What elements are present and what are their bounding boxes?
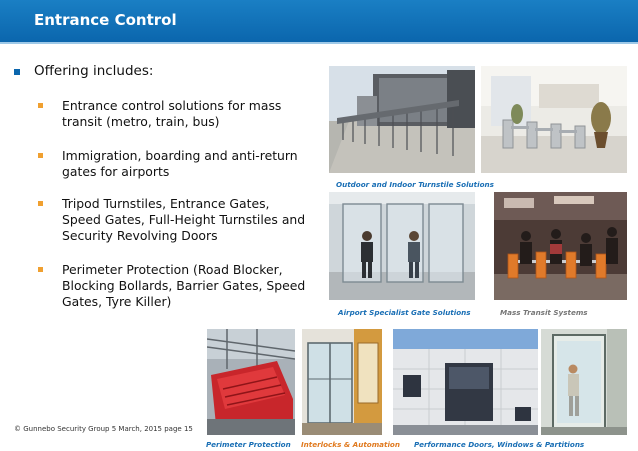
security-door-photo bbox=[541, 329, 627, 435]
caption-outdoor-indoor: Outdoor and Indoor Turnstile Solutions bbox=[336, 180, 494, 189]
caption-performance: Performance Doors, Windows & Partitions bbox=[414, 440, 585, 449]
title-divider bbox=[0, 42, 638, 44]
indoor-turnstile-photo bbox=[481, 66, 627, 173]
mass-transit-photo bbox=[494, 192, 627, 300]
outdoor-turnstile-photo bbox=[329, 66, 475, 173]
caption-mass-transit: Mass Transit Systems bbox=[500, 308, 588, 317]
list-item-text: Tripod Turnstiles, Entrance Gates, Speed Gates, Full-Height Turnstiles and Security Revolving Doors bbox=[62, 196, 306, 243]
square-bullet-icon bbox=[38, 267, 43, 272]
perimeter-protection-photo bbox=[207, 329, 295, 435]
interlocks-photo bbox=[302, 329, 382, 435]
caption-airport: Airport Specialist Gate Solutions bbox=[338, 308, 471, 317]
slide-title: Entrance Control bbox=[34, 11, 177, 29]
square-bullet-icon bbox=[38, 201, 43, 206]
title-bar bbox=[0, 0, 638, 42]
caption-perimeter: Perimeter Protection bbox=[206, 440, 291, 449]
footer-copyright: © Gunnebo Security Group 5 March, 2015 page 15 bbox=[14, 425, 193, 433]
square-bullet-icon bbox=[14, 69, 20, 75]
square-bullet-icon bbox=[38, 153, 43, 158]
performance-doors-photo bbox=[393, 329, 538, 435]
list-item-text: Perimeter Protection (Road Blocker, Blocking Bollards, Barrier Gates, Speed Gates, Tyre Killer) bbox=[62, 262, 306, 309]
airport-gate-photo bbox=[329, 192, 475, 300]
list-item-text: Entrance control solutions for mass transit (metro, train, bus) bbox=[62, 98, 282, 129]
list-item-text: Immigration, boarding and anti-return gates for airports bbox=[62, 148, 298, 179]
square-bullet-icon bbox=[38, 103, 43, 108]
caption-interlocks: Interlocks & Automation bbox=[301, 440, 400, 449]
offering-heading-text: Offering includes: bbox=[34, 63, 154, 79]
